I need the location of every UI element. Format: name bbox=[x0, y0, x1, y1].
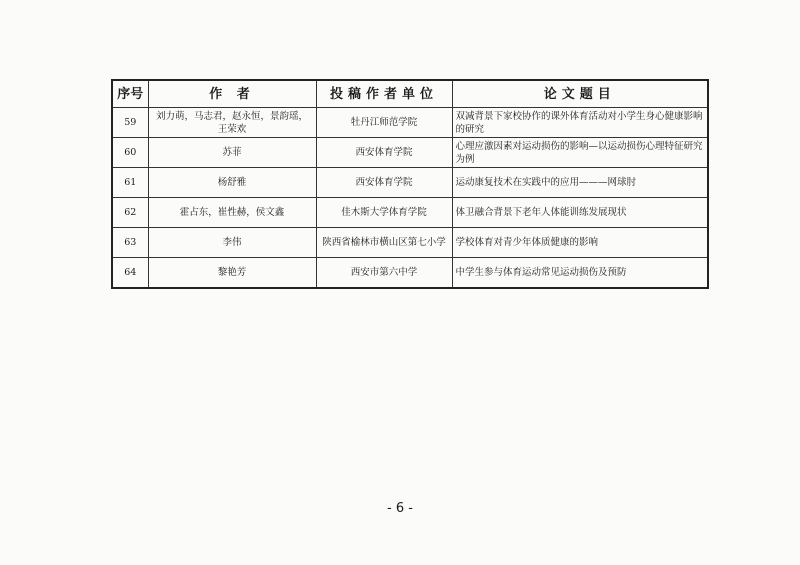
serial-number-cell: 63 bbox=[112, 228, 148, 258]
paper-title-cell: 心理应激因素对运动损伤的影响—以运动损伤心理特征研究为例 bbox=[452, 138, 708, 168]
serial-number-cell: 59 bbox=[112, 108, 148, 138]
unit-cell: 佳木斯大学体育学院 bbox=[316, 198, 452, 228]
header-author-unit: 投稿作者单位 bbox=[316, 80, 452, 108]
author-cell: 杨舒雅 bbox=[148, 168, 316, 198]
author-cell: 霍占东，崔性赫，侯文鑫 bbox=[148, 198, 316, 228]
author-cell: 黎艳芳 bbox=[148, 258, 316, 289]
header-author: 作 者 bbox=[148, 80, 316, 108]
serial-number-cell: 64 bbox=[112, 258, 148, 289]
serial-number-cell: 62 bbox=[112, 198, 148, 228]
table-header-row bbox=[112, 80, 708, 108]
paper-title-cell: 学校体育对青少年体质健康的影响 bbox=[452, 228, 708, 258]
header-paper-title: 论文题目 bbox=[452, 80, 708, 108]
paper-list-table bbox=[111, 79, 709, 289]
paper-title-cell: 双减背景下家校协作的课外体育活动对小学生身心健康影响的研究 bbox=[452, 108, 708, 138]
table-row bbox=[112, 198, 708, 228]
paper-title-cell: 中学生参与体育运动常见运动损伤及预防 bbox=[452, 258, 708, 289]
table-row bbox=[112, 168, 708, 198]
unit-cell: 陕西省榆林市横山区第七小学 bbox=[316, 228, 452, 258]
page-number: - 6 - bbox=[387, 501, 413, 516]
table-row bbox=[112, 258, 708, 289]
table-row bbox=[112, 228, 708, 258]
unit-cell: 西安体育学院 bbox=[316, 168, 452, 198]
author-cell: 刘力萌，马志君，赵永恒，景韵瑶，王荣欢 bbox=[148, 108, 316, 138]
author-cell: 李伟 bbox=[148, 228, 316, 258]
unit-cell: 西安市第六中学 bbox=[316, 258, 452, 289]
serial-number-cell: 60 bbox=[112, 138, 148, 168]
unit-cell: 西安体育学院 bbox=[316, 138, 452, 168]
unit-cell: 牡丹江师范学院 bbox=[316, 108, 452, 138]
table-row bbox=[112, 108, 708, 138]
paper-title-cell: 体卫融合背景下老年人体能训练发展现状 bbox=[452, 198, 708, 228]
author-cell: 苏菲 bbox=[148, 138, 316, 168]
paper-title-cell: 运动康复技术在实践中的应用———网球肘 bbox=[452, 168, 708, 198]
table-row bbox=[112, 138, 708, 168]
header-serial-number: 序号 bbox=[112, 80, 148, 108]
serial-number-cell: 61 bbox=[112, 168, 148, 198]
